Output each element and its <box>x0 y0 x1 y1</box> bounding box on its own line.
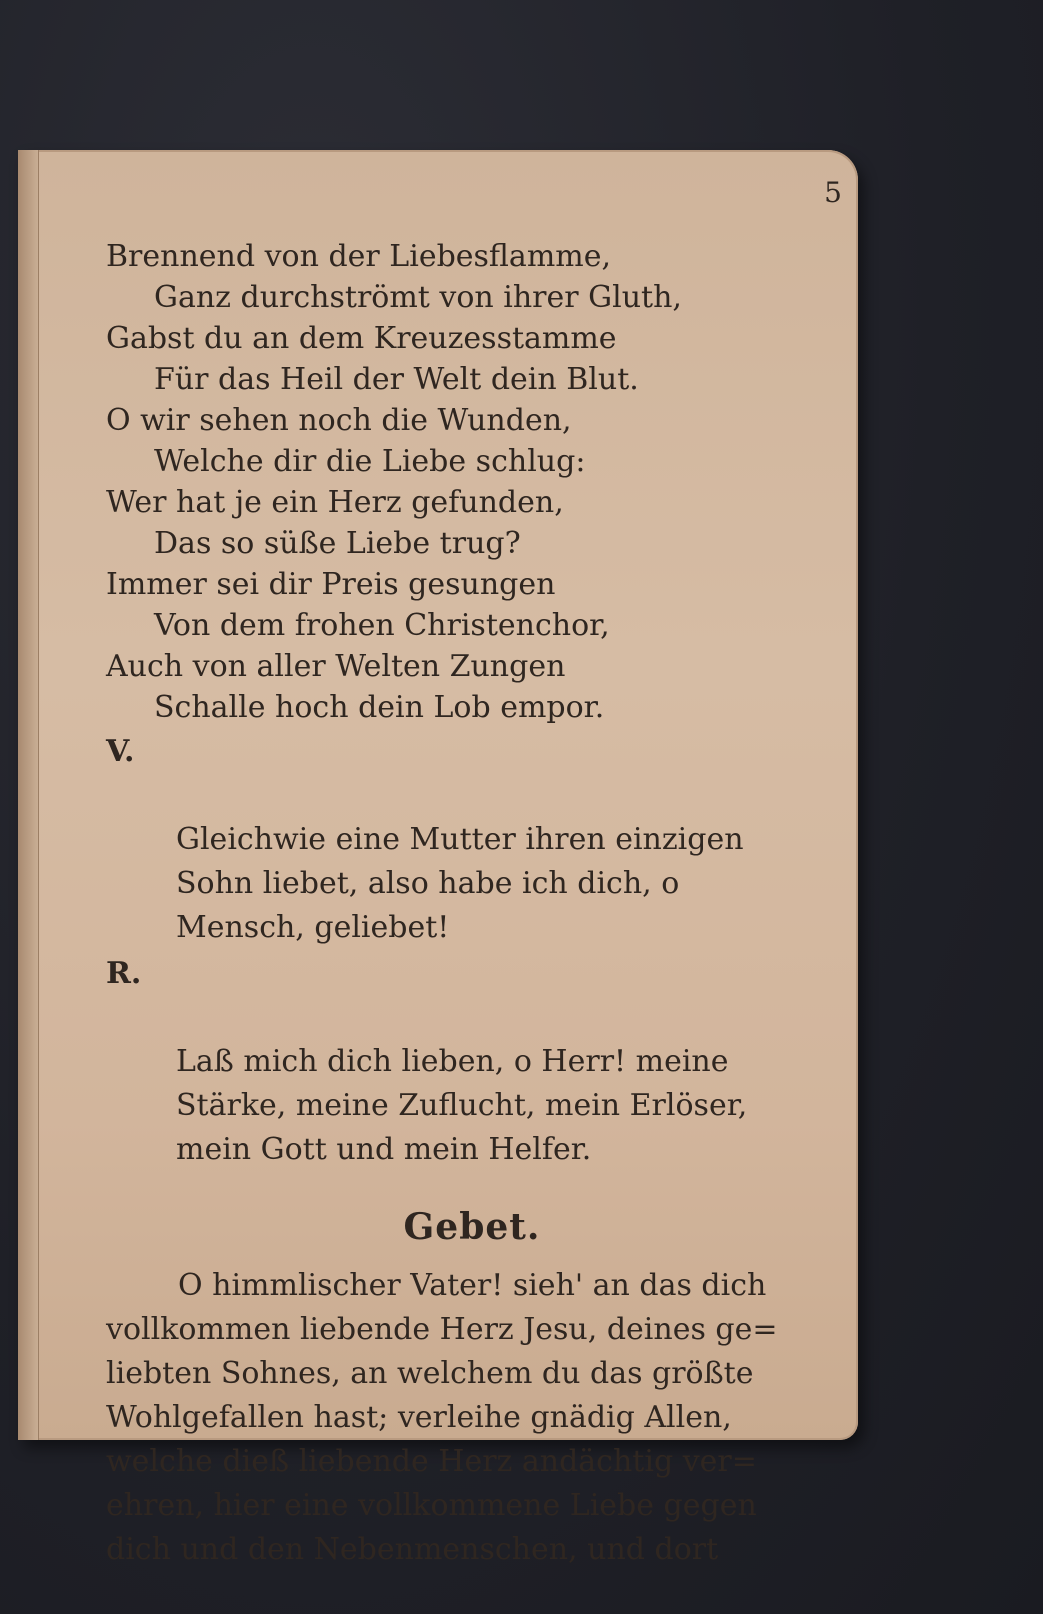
hymn-line: Welche dir die Liebe schlug: <box>154 444 586 479</box>
hymn-line: Auch von aller Welten Zungen <box>106 649 566 684</box>
page-text <box>106 236 838 1572</box>
hymn-line: O wir sehen noch die Wunden, <box>106 403 572 438</box>
hymn-line: Schalle hoch dein Lob empor. <box>154 690 605 725</box>
prayer-text <box>106 1264 838 1572</box>
hymn-line: Ganz durchströmt von ihrer Gluth, <box>154 280 682 315</box>
hymn-stanza <box>106 236 838 728</box>
prayer-line: dich und den Nebenmenschen, und dort <box>106 1532 719 1567</box>
hymn-line: Wer hat je ein Herz gefunden, <box>106 485 564 520</box>
prayer-line: welche dieß liebende Herz andächtig ver= <box>106 1444 757 1479</box>
hymn-line: Für das Heil der Welt dein Blut. <box>154 362 639 397</box>
hymn-line: Immer sei dir Preis gesungen <box>106 567 556 602</box>
book-page <box>18 150 858 1567</box>
prayer-line: liebten Sohnes, an welchem du das größte <box>106 1356 754 1391</box>
prayer-line: ehren, hier eine vollkommene Liebe gegen <box>106 1488 757 1523</box>
response-text: Laß mich dich lieben, o Herr! meine Stärke, meine Zuflucht, mein Erlöser, mein Gott und mein Helfer. <box>176 1044 748 1167</box>
prayer-line: O himmlischer Vater! sieh' an das dich <box>178 1268 767 1303</box>
prayer-line: Wohlgefallen hast; verleihe gnädig Allen, <box>106 1400 732 1435</box>
hymn-line: Von dem frohen Christenchor, <box>154 608 610 643</box>
prayer-line: vollkommen liebende Herz Jesu, deines ge= <box>106 1312 778 1347</box>
versicle-symbol: V. <box>106 734 135 769</box>
hymn-line: Gabst du an dem Kreuzesstamme <box>106 321 617 356</box>
versicle <box>106 730 838 950</box>
prayer-heading: Gebet. <box>403 1206 541 1248</box>
hymn-line: Das so süße Liebe trug? <box>154 526 521 561</box>
response-symbol: R. <box>106 956 142 991</box>
hymn-line: Brennend von der Liebesflamme, <box>106 239 612 274</box>
response <box>106 952 838 1172</box>
page-number: 5 <box>824 176 842 209</box>
versicle-text: Gleichwie eine Mutter ihren einzigen Sohn liebet, also habe ich dich, o Mensch, geliebet! <box>176 822 744 945</box>
